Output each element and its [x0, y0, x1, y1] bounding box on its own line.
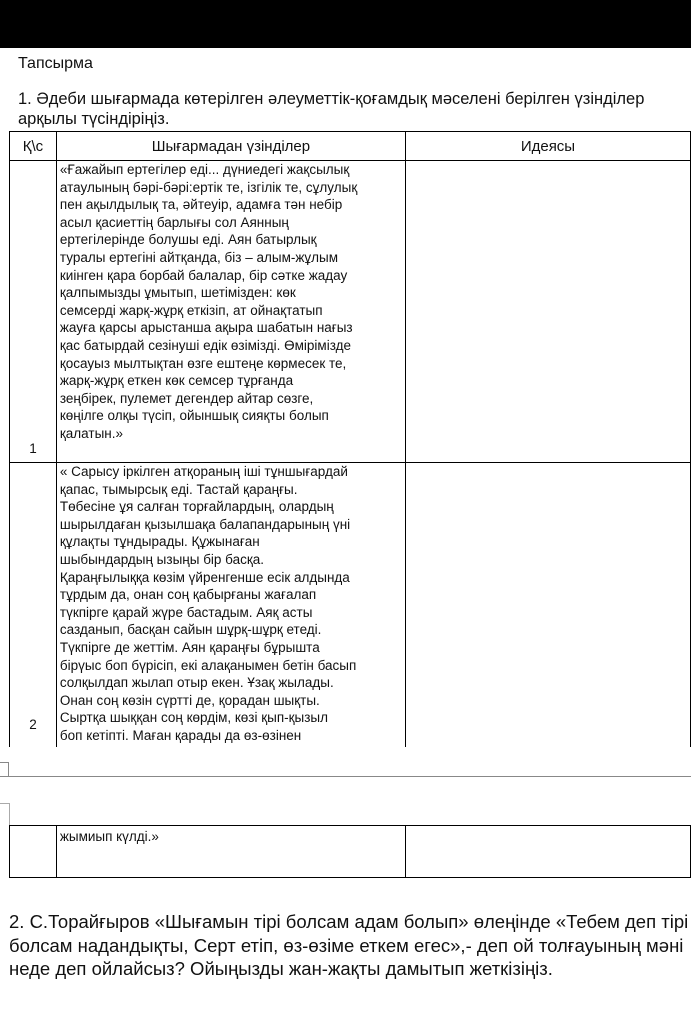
idea-cell[interactable]: [405, 826, 690, 878]
question-1: 1. Әдеби шығармада көтерілген әлеуметтік-қоғамдық мәселені берілген үзінділер арқылы түсіндіріңіз.: [18, 90, 645, 128]
page-break-marker: [0, 762, 9, 777]
header-excerpts: Шығармадан үзінділер: [56, 132, 405, 161]
table-row: [10, 161, 691, 463]
table-row: [10, 826, 691, 878]
row-number: 1: [29, 441, 37, 456]
top-dark-bar: [0, 0, 691, 48]
row-number-cell: [10, 161, 57, 463]
excerpt-cell: [56, 463, 405, 747]
excerpt-table-continued: [9, 825, 691, 878]
excerpt-cell: [56, 826, 405, 878]
table-row: [10, 463, 691, 747]
idea-cell[interactable]: [405, 463, 690, 747]
excerpt-cell: [56, 161, 405, 463]
excerpt-text: « Сарысу іркілген атқораның іші тұншығардай қапас, тымырсық еді. Тастай қараңғы. Төбесіне ұя салған торғайлардың, олардың шырылдаған қызылшақа балапандарының үні құлақты тұндырады. Құжынаған шыбындардың ызыңы бір басқа. Қараңғылыққа көзім үйренгенше есік алдында тұрдым да, онан соң қабырғаны жағалап түкпірге қарай жүре бастадым. Аяқ асты сазданып, басқан сайын шұрқ-шұрқ етеді. Түкпірге де жеттім. Аян қараңғы бұрышта бірүыс боп бүрісіп, екі алақанымен бетін басып солқылдап жылап отыр екен. Ұзақ жылады. Онан соң көзін сүртті де, қорадан шықты. Сыртқа шыққан соң көрдім, көзі қып-қызыл боп кетіпті. Маған қарады да өз-өзінен: [59, 464, 357, 743]
excerpt-text: «Ғажайып ертегілер еді... дүниедегі жақсылық атаулының бәрі-бәрі:ертік те, ізгілік те, сұлулық пен ақылдылық та, әйтеуір, адамға тән небір асыл қасиеттің барлығы сол Аянның ертегілерінде болушы еді. Аян батырлық туралы ертегіні айтқанда, біз – алым-жұлым киінген қара борбай балалар, бір сәтке жадау қалпымызды ұмытып, шетімізден: көк семсерді жарқ-жұрқ еткізіп, ат ойнақтатып жауға қарсы арыстанша ақыра шабатын нағыз қас батырдай сезінуші едік өзімізді. Өмірімізде қосауыз мылтықтан өзге ештеңе көрмесек те, жарқ-жұрқ еткен көк семсер тұрғанда зеңбірек, пулемет дегендер айтар сөзге, көңілге олқы түсіп, ойыншық сияқты болып қалатын.»: [59, 162, 358, 441]
page-title: Тапсырма: [18, 55, 93, 72]
excerpt-table: [9, 131, 691, 747]
row-number-cell: [10, 826, 57, 878]
header-number: Қ\с: [10, 132, 57, 161]
row-number-cell: [10, 463, 57, 747]
question-2: 2. С.Торайғыров «Шығамын тірі болсам адам болып» өлеңінде «Тебем деп тірі болсам надандықты, Серт етіп, өз-өзіме еткем егес»,- деп ой толғауының мәні неде деп ойлайсыз? Ойыңызды жан-жақты дамытып жеткізіңіз.: [9, 911, 689, 979]
idea-cell[interactable]: [405, 161, 690, 463]
excerpt-text: жымиып күлді.»: [59, 829, 159, 844]
row-number: 2: [29, 717, 37, 732]
page-break-top: [0, 752, 691, 777]
table-header-row: [10, 132, 691, 161]
header-idea: Идеясы: [405, 132, 690, 161]
page-break-marker: [0, 803, 10, 826]
